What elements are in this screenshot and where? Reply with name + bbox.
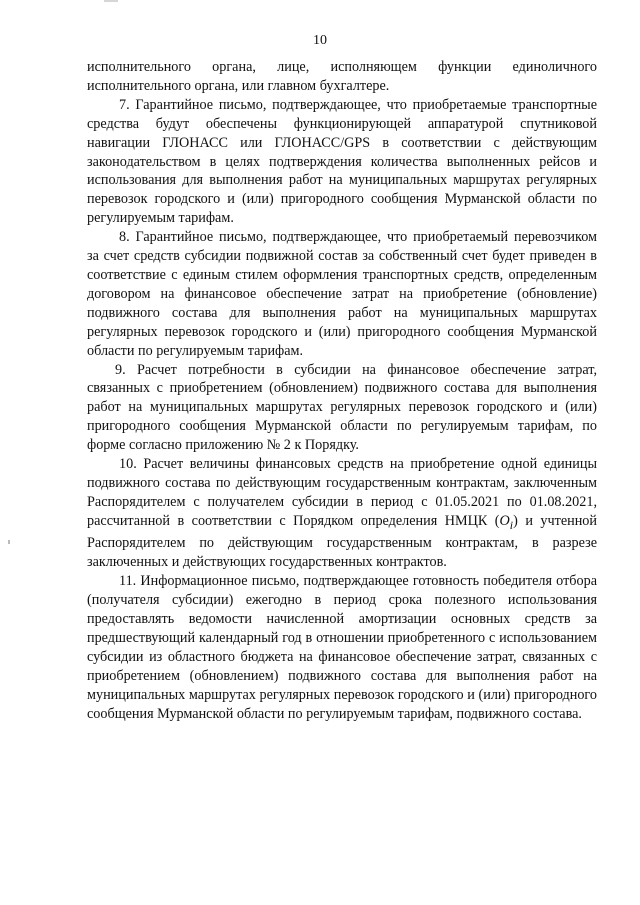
paragraph-9: 9. Расчет потребности в субсидии на финансовое обеспечение затрат, связанных с приобретением (обновлением) подвижного состава для выполнения работ на муниципальных маршрутах регулярных перевозок городского и (или) пригородного сообщения Мурманской области по регулируемым тарифам, по форме согласно приложению № 2 к Порядку. xyxy=(87,361,597,454)
paragraph-10-text-after: ) и учтенной Распорядителем по действующим государственным контрактам, в разрезе заключенных и действующих государственных контрактов. xyxy=(87,512,597,571)
scan-artifact-left xyxy=(8,540,10,544)
paragraph-10-symbol xyxy=(499,512,514,532)
paragraph-11: 11. Информационное письмо, подтверждающее готовность победителя отбора (получателя субсидии) ежегодно в период срока полезного использования предоставлять ведомости начисленной амортизации основных средств за предшествующий календарный год в отношении приобретенного с использованием субсидии из областного бюджета на финансовое обеспечение затрат, связанных с приобретением (обновлением) подвижного состава для выполнения работ на муниципальных маршрутах регулярных перевозок городского и (или) пригородного сообщения Мурманской области по регулируемым тарифам, подвижного состава. xyxy=(87,573,597,722)
paragraph-10-symbol-base: O xyxy=(499,512,510,529)
paragraph-10-symbol-subscript: i xyxy=(509,517,514,532)
document-body xyxy=(87,58,597,724)
paragraph-7: 7. Гарантийное письмо, подтверждающее, что приобретаемые транспортные средства будут обеспечены функционирующей аппаратурой спутниковой навигации ГЛОНАСС или ГЛОНАСС/GPS в соответствии с действующим законодательством в целях подтверждения количества выполненных рейсов и использования для выполнения работ на муниципальных маршрутах регулярных перевозок городского и (или) пригородного сообщения Мурманской области по регулируемым тарифам. xyxy=(87,96,597,227)
paragraph-8: 8. Гарантийное письмо, подтверждающее, что приобретаемый перевозчиком за счет средств субсидии подвижной состав за собственный счет будет приведен в соответствие с единым стилем оформления транспортных средств, определенным договором на финансовое обеспечение затрат на приобретение (обновление) подвижного состава для выполнения работ на муниципальных маршрутах регулярных перевозок городского и (или) пригородного сообщения Мурманской области по регулируемым тарифам. xyxy=(87,229,597,359)
paragraph-10-text-before: 10. Расчет величины финансовых средств на приобретение одной единицы подвижного состава по действующим государственным контрактам, заключенным Распорядителем с получателем субсидии в период с 01.05.2021 по 01.08.2021, рассчитанной в соответствии с Порядком определения НМЦК ( xyxy=(87,456,597,529)
scan-artifact-top xyxy=(104,0,118,2)
paragraph-continuation: исполнительного органа, лице, исполняющем функции единоличного исполнительного органа, или главном бухгалтере. xyxy=(87,59,597,94)
paragraph-10 xyxy=(87,455,597,572)
page-number: 10 xyxy=(313,33,327,48)
